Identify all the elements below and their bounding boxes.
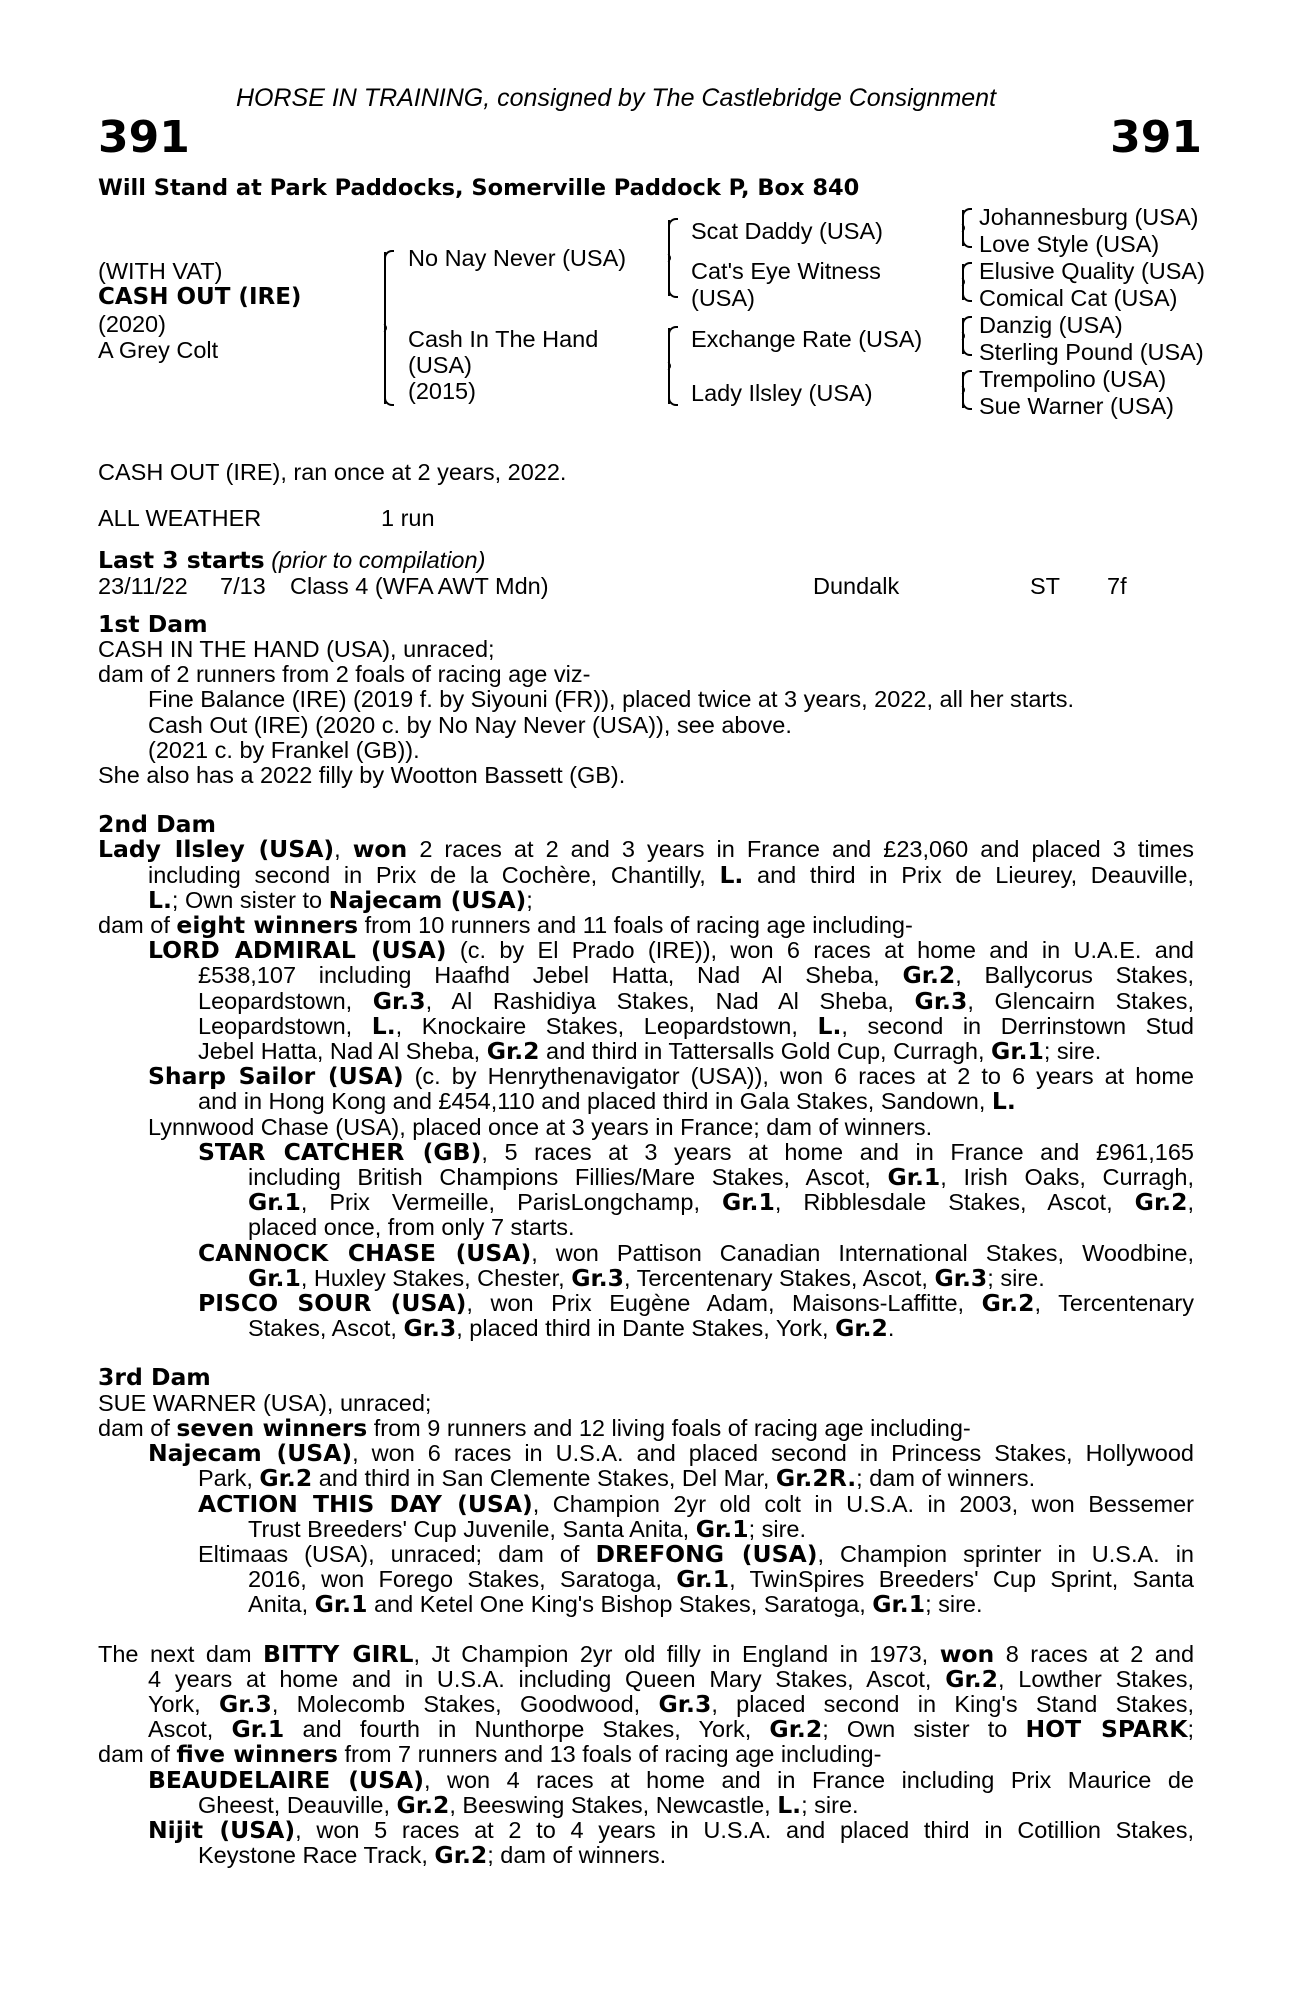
- progeny-line: CANNOCK CHASE (USA), won Pattison Canadian International Stakes, Woodbine,: [198, 1238, 1194, 1267]
- catalogue-header: HORSE IN TRAINING, consigned by The Castlebridge Consignment: [236, 84, 997, 112]
- lot-number-right: 391: [1110, 112, 1202, 163]
- progeny-line: PISCO SOUR (USA), won Prix Eugène Adam, Maisons-Laffitte, Gr.2, Tercentenary: [198, 1289, 1194, 1318]
- next-dam-record: Ascot, Gr.1 and fourth in Nunthorpe Stakes, York, Gr.2; Own sister to HOT SPARK;: [148, 1715, 1194, 1744]
- pedigree-brace-ds: [962, 318, 964, 354]
- progeny-line: Gr.1, Huxley Stakes, Chester, Gr.3, Tercentenary Stakes, Ascot, Gr.3; sire.: [248, 1263, 1045, 1292]
- progeny-line: ACTION THIS DAY (USA), Champion 2yr old colt in U.S.A. in 2003, won Bessemer: [198, 1489, 1194, 1518]
- progeny-line: Cash Out (IRE) (2020 c. by No Nay Never (USA)), see above.: [148, 711, 792, 738]
- last-starts-note: (prior to compilation): [271, 547, 486, 574]
- second-dam-record: L.; Own sister to Najecam (USA);: [148, 885, 533, 914]
- next-dam-summary: dam of five winners from 7 runners and 13 foals of racing age including-: [98, 1740, 882, 1769]
- progeny-line: placed once, from only 7 starts.: [248, 1214, 575, 1241]
- pedigree-ddd: Sue Warner (USA): [979, 393, 1175, 419]
- first-dam-line: CASH IN THE HAND (USA), unraced;: [98, 636, 495, 662]
- first-dam-heading: 1st Dam: [98, 609, 208, 638]
- progeny-line: 2016, won Forego Stakes, Saratoga, Gr.1, TwinSpires Breeders' Cup Sprint, Santa: [248, 1565, 1194, 1594]
- start-date: 23/11/22: [98, 572, 188, 599]
- progeny-line: Jebel Hatta, Nad Al Sheba, Gr.2 and third in Tattersalls Gold Cup, Curragh, Gr.1; sire.: [198, 1037, 1102, 1066]
- progeny-line: £538,107 including Haafhd Jebel Hatta, Nad Al Sheba, Gr.2, Ballycorus Stakes,: [198, 961, 1195, 990]
- progeny-line: Keystone Race Track, Gr.2; dam of winners.: [198, 1841, 667, 1870]
- progeny-line: Gheest, Deauville, Gr.2, Beeswing Stakes, Newcastle, L.; sire.: [198, 1790, 859, 1819]
- pedigree-dam-line2: (USA): [408, 352, 472, 378]
- all-weather-value: 1 run: [381, 505, 435, 532]
- pedigree-dam-line3: (2015): [408, 378, 476, 404]
- second-dam-record: including second in Prix de la Cochère, Chantilly, L. and third in Prix de Lieurey, Deauville,: [148, 860, 1194, 889]
- pedigree-sire-dam-line2: (USA): [691, 285, 755, 311]
- pedigree-dam-sire: Exchange Rate (USA): [691, 326, 923, 352]
- vat-label: (WITH VAT): [98, 258, 223, 284]
- progeny-line: Nijit (USA), won 5 races at 2 to 4 years in U.S.A. and placed third in Cotillion Stakes,: [148, 1815, 1194, 1844]
- second-dam-summary: dam of eight winners from 10 runners and 11 foals of racing age including-: [98, 911, 913, 940]
- stand-location: Will Stand at Park Paddocks, Somerville Paddock P, Box 840: [98, 175, 860, 201]
- next-dam-record: The next dam BITTY GIRL, Jt Champion 2yr old filly in England in 1973, won 8 races at 2 and: [98, 1639, 1195, 1668]
- pedigree-ssd: Love Style (USA): [979, 231, 1160, 257]
- last-starts-title: Last 3 starts: [98, 546, 265, 575]
- start-distance: 7f: [1107, 572, 1127, 599]
- pedigree-sire: No Nay Never (USA): [408, 245, 627, 271]
- pedigree-brace-sire: [668, 220, 670, 296]
- second-dam-record: Lady Ilsley (USA), won 2 races at 2 and 3 years in France and £23,060 and placed 3 times: [98, 835, 1195, 864]
- progeny-line: STAR CATCHER (GB), 5 races at 3 years at home and in France and £961,165: [198, 1137, 1194, 1166]
- progeny-line: Najecam (USA), won 6 races in U.S.A. and placed second in Princess Stakes, Hollywood: [148, 1439, 1195, 1468]
- pedigree-brace-sd: [962, 264, 964, 300]
- first-dam-line: She also has a 2022 filly by Wootton Bassett (GB).: [98, 762, 626, 789]
- pedigree-sdd: Comical Cat (USA): [979, 285, 1178, 311]
- pedigree-dam-dam: Lady Ilsley (USA): [691, 380, 873, 406]
- progeny-line: Leopardstown, L., Knockaire Stakes, Leopardstown, L., second in Derrinstown Stud: [198, 1011, 1194, 1040]
- progeny-line: (2021 c. by Frankel (GB)).: [148, 736, 420, 763]
- horse-year: (2020): [98, 311, 166, 337]
- progeny-line: Park, Gr.2 and third in San Clemente Stakes, Del Mar, Gr.2R.; dam of winners.: [198, 1464, 1036, 1493]
- pedigree-dds: Trempolino (USA): [979, 366, 1167, 392]
- progeny-line: including British Champions Fillies/Mare Stakes, Ascot, Gr.1, Irish Oaks, Curragh,: [248, 1163, 1194, 1192]
- progeny-line: Sharp Sailor (USA) (c. by Henrythenavigator (USA)), won 6 races at 2 to 6 years at home: [148, 1062, 1194, 1091]
- pedigree-sire-dam-line1: Cat's Eye Witness: [691, 258, 881, 284]
- horse-name: CASH OUT (IRE): [98, 284, 302, 310]
- next-dam-record: 4 years at home and in U.S.A. including Queen Mary Stakes, Ascot, Gr.2, Lowther Stakes,: [148, 1664, 1194, 1693]
- progeny-line: Stakes, Ascot, Gr.3, placed third in Dante Stakes, York, Gr.2.: [248, 1314, 895, 1343]
- first-dam-line: dam of 2 runners from 2 foals of racing age viz-: [98, 661, 591, 688]
- second-dam-heading: 2nd Dam: [98, 810, 216, 839]
- progeny-line: BEAUDELAIRE (USA), won 4 races at home and in France including Prix Maurice de: [148, 1765, 1195, 1794]
- progeny-line: Gr.1, Prix Vermeille, ParisLongchamp, Gr.1, Ribblesdale Stakes, Ascot, Gr.2,: [248, 1188, 1194, 1217]
- pedigree-sss: Johannesburg (USA): [979, 204, 1199, 230]
- progeny-line: Fine Balance (IRE) (2019 f. by Siyouni (FR)), placed twice at 3 years, 2022, all her starts.: [148, 686, 1075, 713]
- race-summary: CASH OUT (IRE), ran once at 2 years, 2022.: [98, 459, 567, 485]
- pedigree-brace-dd: [962, 372, 964, 408]
- all-weather-label: ALL WEATHER: [98, 505, 262, 532]
- progeny-line: Trust Breeders' Cup Juvenile, Santa Anita, Gr.1; sire.: [248, 1514, 807, 1543]
- pedigree-dsd: Sterling Pound (USA): [979, 339, 1204, 365]
- pedigree-brace-ss: [962, 210, 964, 246]
- last-starts-heading: [98, 548, 1194, 573]
- pedigree-sire-sire: Scat Daddy (USA): [691, 218, 883, 244]
- catalogue-body: [98, 460, 1194, 1868]
- pedigree-dss: Danzig (USA): [979, 312, 1123, 338]
- progeny-line: Lynnwood Chase (USA), placed once at 3 years in France; dam of winners.: [148, 1113, 933, 1140]
- third-dam-summary: dam of seven winners from 9 runners and 12 living foals of racing age including-: [98, 1413, 971, 1442]
- pedigree-sds: Elusive Quality (USA): [979, 258, 1205, 284]
- pedigree-dam-line1: Cash In The Hand: [408, 326, 599, 352]
- pedigree-brace-gen1: [384, 252, 386, 404]
- horse-description: A Grey Colt: [98, 337, 219, 363]
- progeny-line: and in Hong Kong and £454,110 and placed third in Gala Stakes, Sandown, L.: [198, 1087, 1016, 1116]
- lot-number-left: 391: [98, 112, 190, 163]
- pedigree-brace-dam: [668, 328, 670, 404]
- start-place: 7/13: [220, 572, 266, 599]
- third-dam-heading: 3rd Dam: [98, 1363, 211, 1392]
- last-start-row: [98, 574, 1194, 599]
- all-weather-record: [98, 506, 1194, 531]
- progeny-line: Anita, Gr.1 and Ketel One King's Bishop Stakes, Saratoga, Gr.1; sire.: [248, 1590, 983, 1619]
- progeny-line: Leopardstown, Gr.3, Al Rashidiya Stakes, Nad Al Sheba, Gr.3, Glencairn Stakes,: [198, 986, 1194, 1015]
- next-dam-record: York, Gr.3, Molecomb Stakes, Goodwood, Gr.3, placed second in King's Stand Stakes,: [148, 1689, 1194, 1718]
- third-dam-line: SUE WARNER (USA), unraced;: [98, 1389, 432, 1416]
- progeny-line: LORD ADMIRAL (USA) (c. by El Prado (IRE)), won 6 races at home and in U.A.E. and: [148, 936, 1194, 965]
- start-going: ST: [1030, 572, 1061, 599]
- start-race: Class 4 (WFA AWT Mdn): [290, 572, 549, 599]
- progeny-line: Eltimaas (USA), unraced; dam of DREFONG (USA), Champion sprinter in U.S.A. in: [198, 1539, 1194, 1568]
- start-course: Dundalk: [813, 572, 900, 599]
